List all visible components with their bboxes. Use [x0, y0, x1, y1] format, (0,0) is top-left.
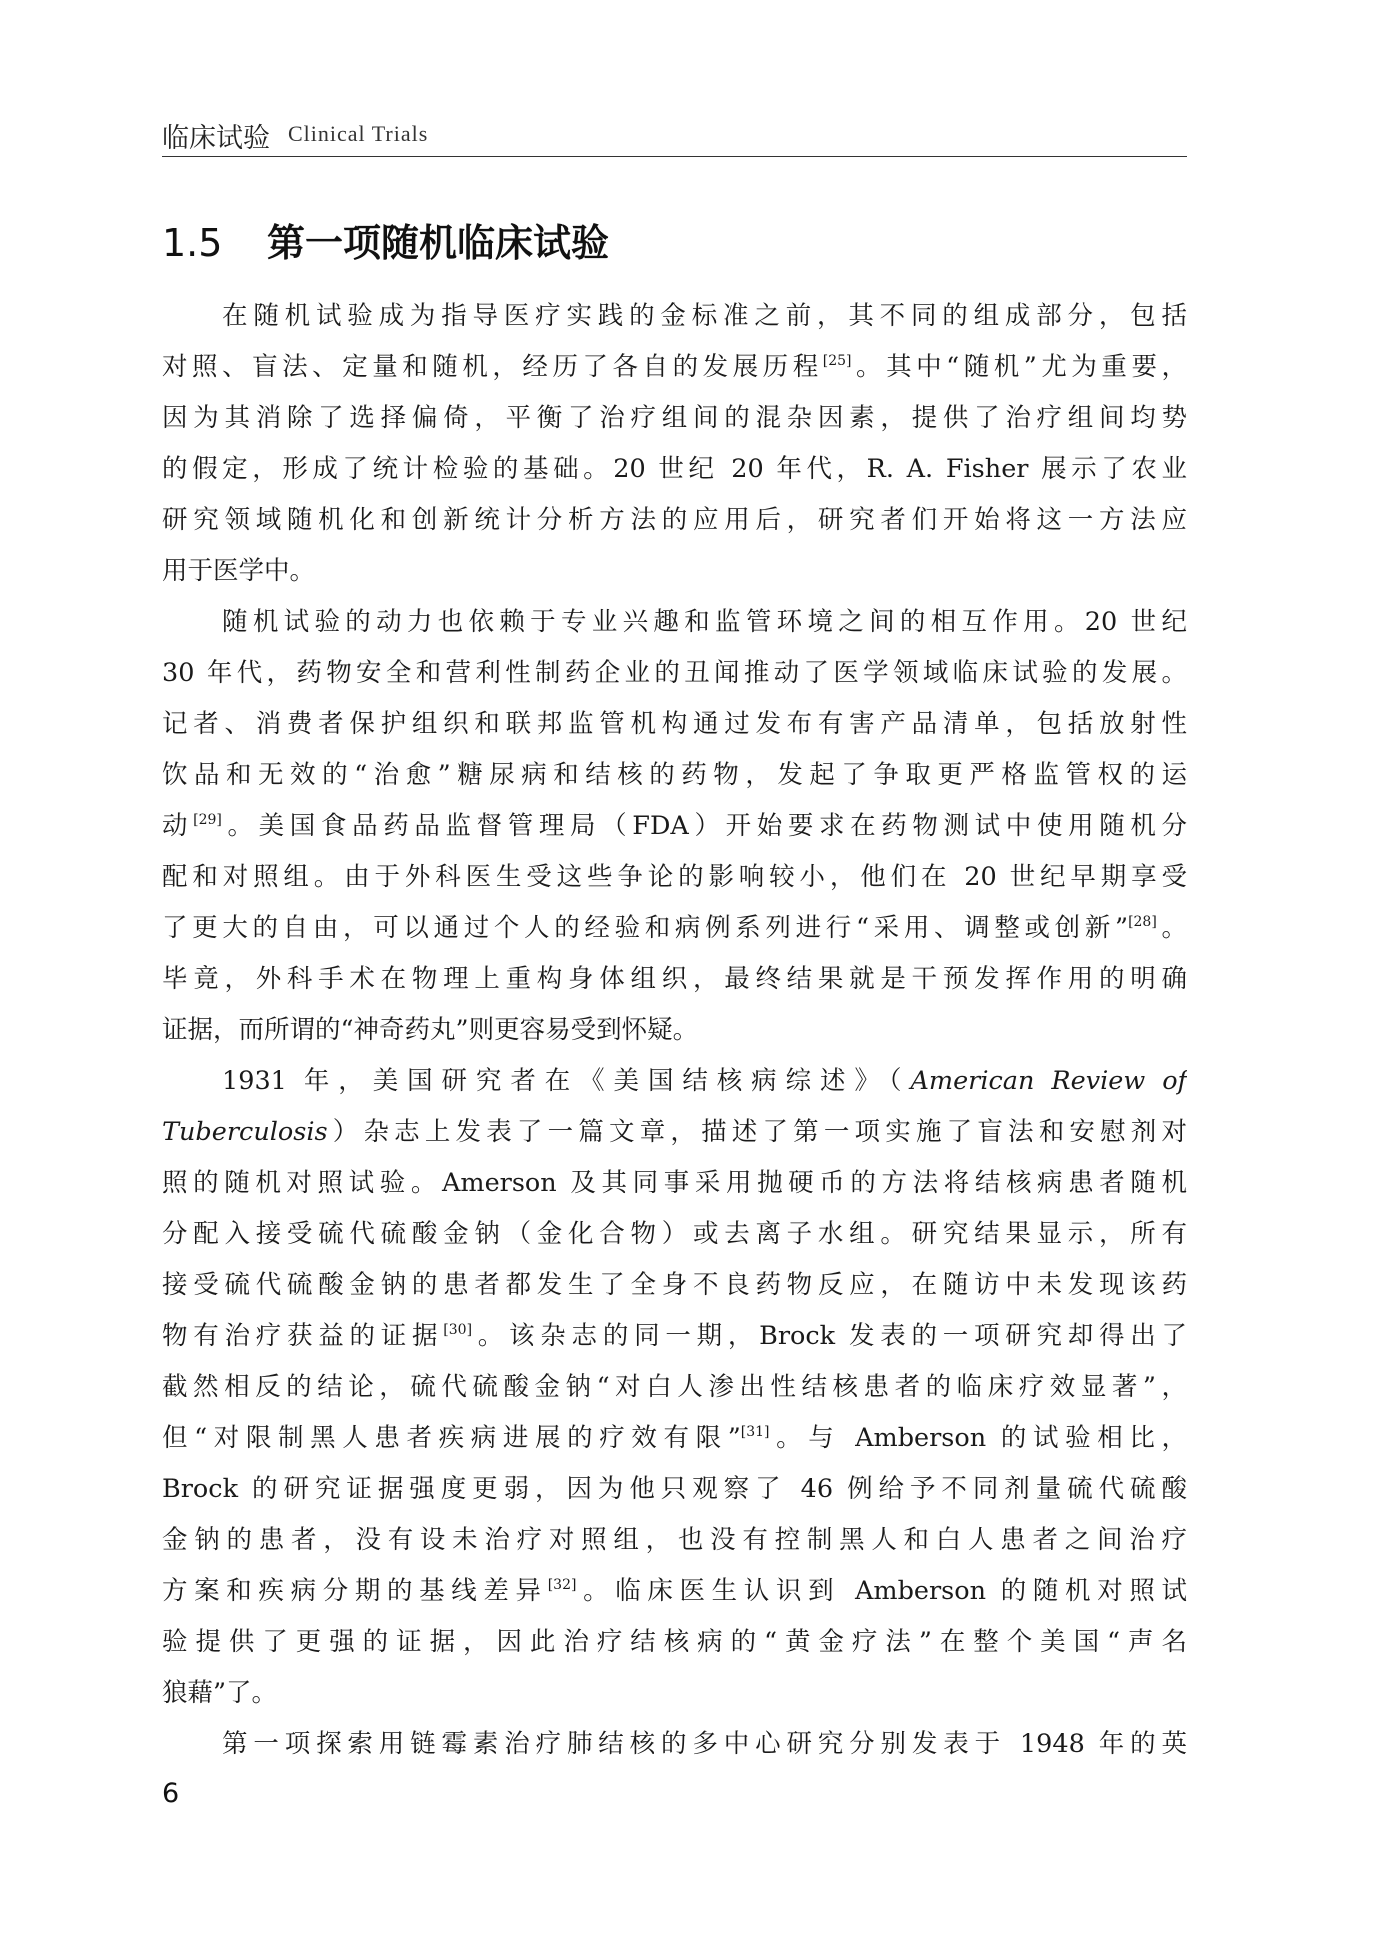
- text-line: [162, 1515, 1187, 1566]
- line-text: 用于医学中。: [162, 556, 316, 586]
- text-line: [162, 954, 1187, 1005]
- text-line: [162, 291, 1187, 342]
- citation-superscript: [32]: [547, 1577, 577, 1593]
- line-text: 毕竟，外科手术在物理上重构身体组织，最终结果就是干预发挥作用的明确: [162, 964, 1187, 994]
- line-text: 1931 年，美国研究者在《美国结核病综述》（: [222, 1066, 911, 1096]
- text-line: [162, 1107, 1187, 1158]
- line-text: 因为其消除了选择偏倚，平衡了治疗组间的混杂因素，提供了治疗组间均势: [162, 403, 1187, 433]
- line-text-after: 。与 Amberson 的试验相比，: [769, 1423, 1187, 1453]
- line-text: 动: [162, 811, 194, 841]
- line-text: 第一项探索用链霉素治疗肺结核的多中心研究分别发表于 1948 年的英: [222, 1729, 1187, 1759]
- text-line: [162, 1566, 1187, 1617]
- text-line: [162, 393, 1187, 444]
- text-line: [162, 852, 1187, 903]
- line-text: 了更大的自由，可以通过个人的经验和病例系列进行“采用、调整或创新”: [162, 913, 1129, 943]
- line-text: 狼藉”了。: [162, 1678, 278, 1708]
- paragraph: [162, 1719, 1187, 1770]
- line-text: 随机试验的动力也依赖于专业兴趣和监管环境之间的相互作用。20 世纪: [222, 607, 1187, 637]
- paragraph: [162, 291, 1187, 597]
- citation-superscript: [31]: [740, 1424, 770, 1440]
- section-number: 1.5: [162, 221, 223, 265]
- text-line: [162, 444, 1187, 495]
- text-line: [162, 648, 1187, 699]
- text-line: [162, 1362, 1187, 1413]
- line-text: 方案和疾病分期的基线差异: [162, 1576, 548, 1606]
- paragraph: [162, 597, 1187, 1056]
- line-text-after: 。: [1156, 913, 1187, 943]
- line-text-after: 。临床医生认识到 Amberson 的随机对照试: [576, 1576, 1187, 1606]
- running-header-title-en: Clinical Trials: [288, 121, 429, 146]
- text-line: [162, 1617, 1187, 1668]
- line-text: 证据，而所谓的“神奇药丸”则更容易受到怀疑。: [162, 1015, 699, 1045]
- line-italic-text: American Review of: [910, 1066, 1187, 1096]
- line-text: 记者、消费者保护组织和联邦监管机构通过发布有害产品清单，包括放射性: [162, 709, 1187, 739]
- citation-superscript: [28]: [1128, 914, 1157, 930]
- text-line: [162, 1209, 1187, 1260]
- text-line: [162, 1413, 1187, 1464]
- line-text: 但“对限制黑人患者疾病进展的疗效有限”: [162, 1423, 741, 1453]
- line-text: 接受硫代硫酸金钠的患者都发生了全身不良药物反应，在随访中未发现该药: [162, 1270, 1187, 1300]
- line-text-after: 。其中“随机”尤为重要，: [851, 352, 1187, 382]
- text-line: [162, 1056, 1187, 1107]
- line-italic-text: Tuberculosis: [162, 1117, 328, 1147]
- citation-superscript: [30]: [443, 1322, 473, 1338]
- text-line: [162, 1260, 1187, 1311]
- line-text: 分配入接受硫代硫酸金钠（金化合物）或去离子水组。研究结果显示，所有: [162, 1219, 1187, 1249]
- text-line: [162, 1311, 1187, 1362]
- line-text: 金钠的患者，没有设未治疗对照组，也没有控制黑人和白人患者之间治疗: [162, 1525, 1187, 1555]
- text-line: [162, 699, 1187, 750]
- section-title: 第一项随机临床试验: [267, 221, 610, 265]
- line-text: 配和对照组。由于外科医生受这些争论的影响较小，他们在 20 世纪早期享受: [162, 862, 1187, 892]
- body-text: [162, 291, 1187, 1770]
- text-line: [162, 546, 1187, 597]
- text-line: [162, 801, 1187, 852]
- text-line: [162, 597, 1187, 648]
- text-line: [162, 1158, 1187, 1209]
- running-header-title-zh: 临床试验: [162, 123, 270, 154]
- citation-superscript: [29]: [193, 812, 222, 828]
- line-text: 30 年代，药物安全和营利性制药企业的丑闻推动了医学领域临床试验的发展。: [162, 658, 1187, 688]
- text-line: [162, 1464, 1187, 1515]
- text-line: [162, 1719, 1187, 1770]
- line-text: 物有治疗获益的证据: [162, 1321, 444, 1351]
- line-text: 验提供了更强的证据，因此治疗结核病的“黄金疗法”在整个美国“声名: [162, 1627, 1187, 1657]
- running-header: [162, 116, 1187, 157]
- line-text: 截然相反的结论，硫代硫酸金钠“对白人渗出性结核患者的临床疗效显著”，: [162, 1372, 1187, 1402]
- text-line: [162, 750, 1187, 801]
- text-line: [162, 1005, 1187, 1056]
- line-text: 研究领域随机化和创新统计分析方法的应用后，研究者们开始将这一方法应: [162, 505, 1187, 535]
- page-number: 6: [162, 1778, 180, 1809]
- line-text: 在随机试验成为指导医疗实践的金标准之前，其不同的组成部分，包括: [222, 301, 1187, 331]
- line-text: Brock 的研究证据强度更弱，因为他只观察了 46 例给予不同剂量硫代硫酸: [162, 1474, 1187, 1504]
- citation-superscript: [25]: [822, 353, 852, 369]
- line-text-after: ）杂志上发表了一篇文章，描述了第一项实施了盲法和安慰剂对: [327, 1117, 1187, 1147]
- section-heading: [162, 212, 609, 267]
- line-text: 的假定，形成了统计检验的基础。20 世纪 20 年代，R. A. Fisher 展示了农业: [162, 454, 1187, 484]
- line-text: 饮品和无效的“治愈”糖尿病和结核的药物，发起了争取更严格监管权的运: [162, 760, 1187, 790]
- text-line: [162, 342, 1187, 393]
- line-text: 对照、盲法、定量和随机，经历了各自的发展历程: [162, 352, 823, 382]
- text-line: [162, 903, 1187, 954]
- line-text-after: 。美国食品药品监督管理局（FDA）开始要求在药物测试中使用随机分: [221, 811, 1187, 841]
- paragraph: [162, 1056, 1187, 1719]
- text-line: [162, 495, 1187, 546]
- line-text-after: 。该杂志的同一期，Brock 发表的一项研究却得出了: [472, 1321, 1187, 1351]
- text-line: [162, 1668, 1187, 1719]
- line-text: 照的随机对照试验。Amerson 及其同事采用抛硬币的方法将结核病患者随机: [162, 1168, 1187, 1198]
